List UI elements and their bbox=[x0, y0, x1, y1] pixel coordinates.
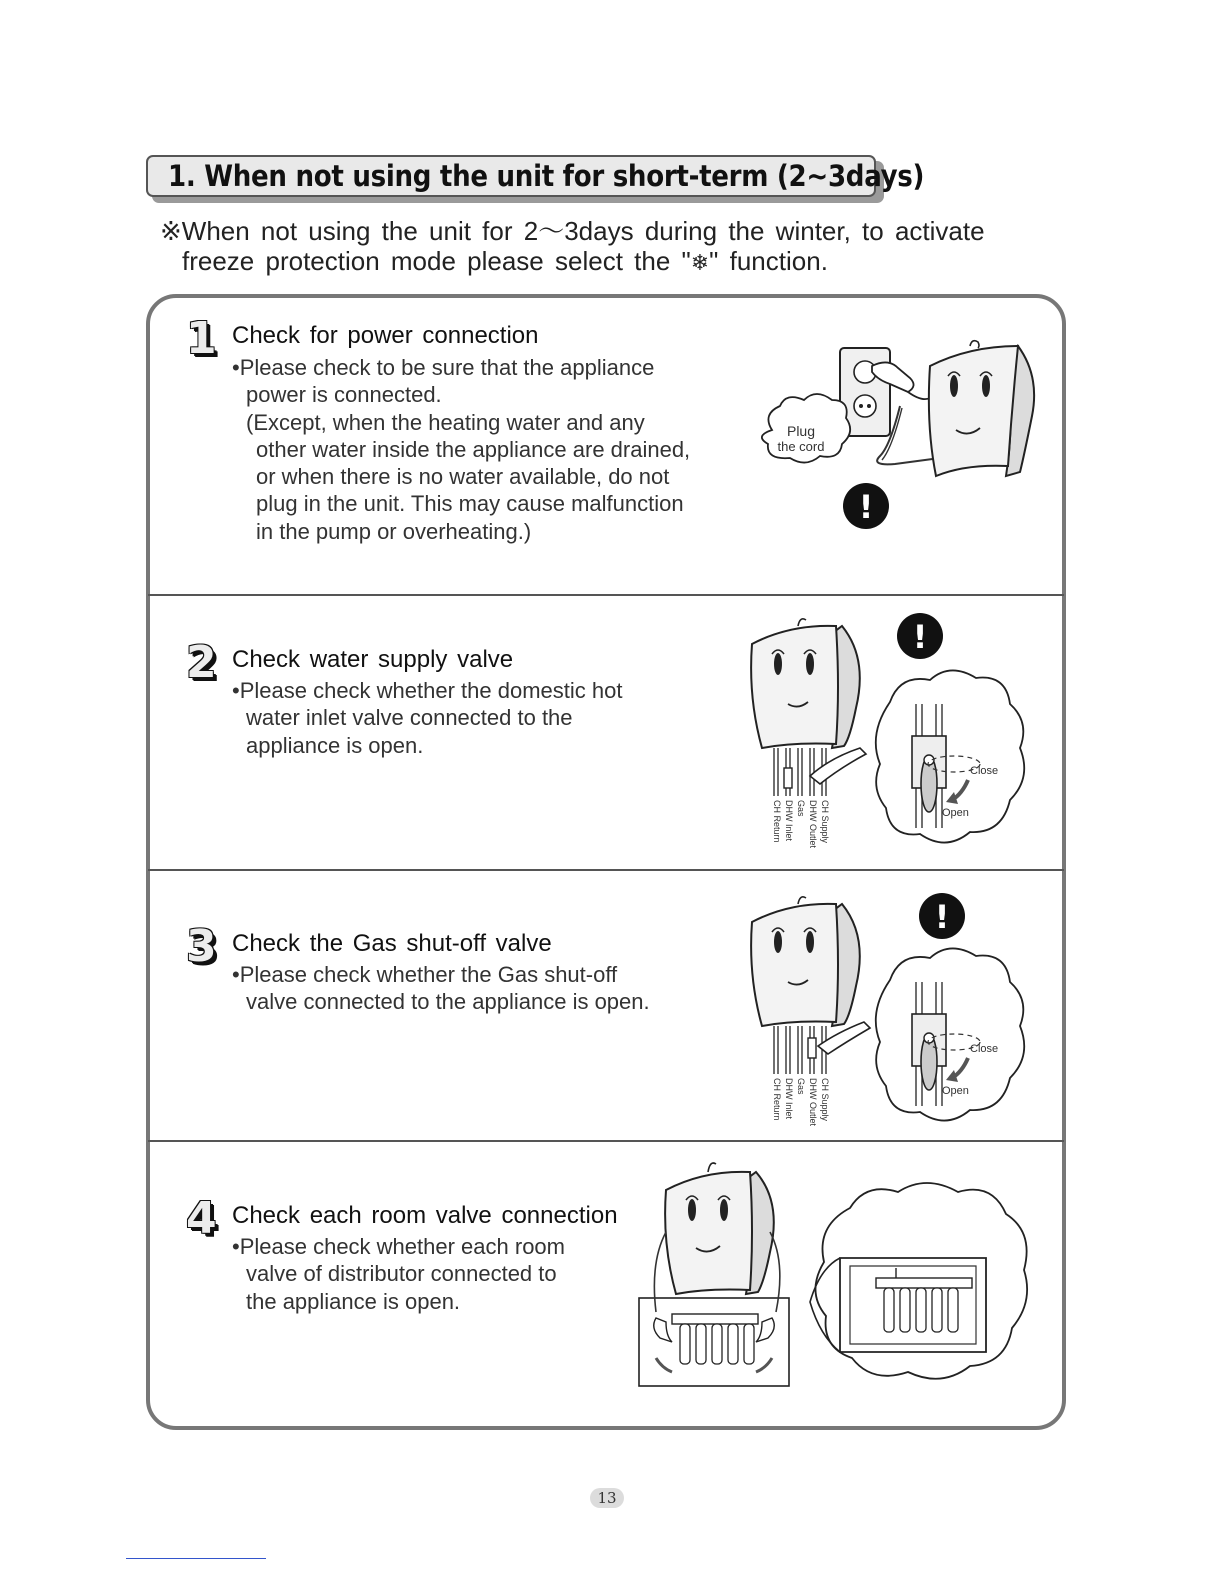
pipe-label: CH Supply bbox=[820, 1078, 830, 1122]
warning-icon bbox=[919, 893, 965, 939]
pipe-label: DHW Outlet bbox=[808, 1078, 818, 1126]
step-line: plug in the unit. This may cause malfunction bbox=[256, 491, 684, 517]
pipe-label: DHW Inlet bbox=[784, 1078, 794, 1120]
warning-icon bbox=[843, 483, 889, 529]
water-valve-illustration bbox=[740, 608, 1030, 848]
step-line: power is connected. bbox=[246, 382, 442, 408]
step-line: (Except, when the heating water and any bbox=[246, 409, 645, 435]
step-divider bbox=[148, 1140, 1064, 1142]
pipe-label: CH Return bbox=[772, 800, 782, 843]
svg-text:!: ! bbox=[858, 488, 874, 526]
step-line: •Please check to be sure that the appliance bbox=[232, 355, 655, 380]
step-line: water inlet valve connected to the bbox=[246, 705, 573, 731]
step-body bbox=[232, 677, 622, 759]
svg-text:!: ! bbox=[934, 898, 950, 936]
step-body bbox=[232, 354, 690, 545]
step-line: valve connected to the appliance is open. bbox=[246, 989, 650, 1015]
distributor-zoom-bubble bbox=[810, 1183, 1027, 1379]
power-plug-illustration bbox=[750, 336, 1050, 536]
step-divider bbox=[148, 594, 1064, 596]
note-line-2-prefix: freeze protection mode please select the " bbox=[182, 246, 691, 276]
freeze-icon: ❄ bbox=[690, 251, 710, 276]
step-line: other water inside the appliance are drained, bbox=[256, 436, 691, 462]
step-line: •Please check whether each room bbox=[232, 1234, 565, 1259]
open-label: Open bbox=[942, 807, 969, 819]
step-line: appliance is open. bbox=[246, 732, 424, 758]
heater-character-icon bbox=[751, 897, 860, 1026]
note-line-2 bbox=[160, 246, 1060, 279]
step-number: 3 bbox=[186, 921, 217, 972]
note-line-2-suffix: " function. bbox=[709, 246, 828, 276]
pipe-label: Gas bbox=[796, 800, 806, 817]
step-line: •Please check whether the domestic hot bbox=[232, 678, 623, 703]
page-number: 13 bbox=[590, 1488, 624, 1508]
step-title: Check the Gas shut-off valve bbox=[232, 930, 552, 957]
pipe-label: DHW Outlet bbox=[808, 800, 818, 848]
pipe-label: CH Supply bbox=[820, 800, 830, 844]
step-number: 2 bbox=[186, 637, 217, 688]
bubble-text-1: Plug bbox=[786, 423, 816, 439]
room-valve-illustration bbox=[636, 1152, 1036, 1392]
svg-text:!: ! bbox=[912, 618, 928, 656]
step-line: in the pump or overheating.) bbox=[256, 518, 532, 544]
step-title: Check each room valve connection bbox=[232, 1202, 618, 1229]
freeze-note bbox=[160, 216, 1060, 279]
warning-icon bbox=[897, 613, 943, 659]
step-number: 4 bbox=[186, 1193, 217, 1244]
close-label: Close bbox=[970, 765, 999, 777]
note-line-1: ※When not using the unit for 2～3days during the winter, to activate bbox=[160, 216, 985, 246]
step-line: or when there is no water available, do not bbox=[256, 464, 670, 490]
step-body bbox=[232, 1233, 565, 1315]
footer-line bbox=[126, 1558, 266, 1559]
step-divider bbox=[148, 869, 1064, 871]
valve-zoom-bubble bbox=[876, 948, 1024, 1120]
heater-character-icon bbox=[751, 619, 860, 748]
step-title: Check for power connection bbox=[232, 322, 539, 349]
valve-zoom-bubble bbox=[876, 670, 1024, 842]
step-title: Check water supply valve bbox=[232, 646, 514, 673]
step-body bbox=[232, 961, 650, 1016]
close-label: Close bbox=[970, 1043, 999, 1055]
speech-bubble-icon bbox=[762, 394, 850, 463]
heater-character-icon bbox=[929, 341, 1034, 476]
pipe-label: CH Return bbox=[772, 1078, 782, 1121]
step-number: 1 bbox=[186, 313, 217, 364]
step-line: •Please check whether the Gas shut-off bbox=[232, 962, 618, 987]
step-line: valve of distributor connected to bbox=[246, 1261, 557, 1287]
heater-character-icon bbox=[665, 1163, 774, 1294]
gas-valve-illustration bbox=[740, 886, 1030, 1126]
pipe-label: DHW Inlet bbox=[784, 800, 794, 842]
section-title bbox=[146, 155, 925, 205]
open-label: Open bbox=[942, 1085, 969, 1097]
step-line: the appliance is open. bbox=[246, 1288, 461, 1314]
pipe-label: Gas bbox=[796, 1078, 806, 1095]
section-title-text: 1. When not using the unit for short-term (2~3days) bbox=[146, 155, 876, 197]
bubble-text-2: the cord bbox=[777, 439, 825, 454]
